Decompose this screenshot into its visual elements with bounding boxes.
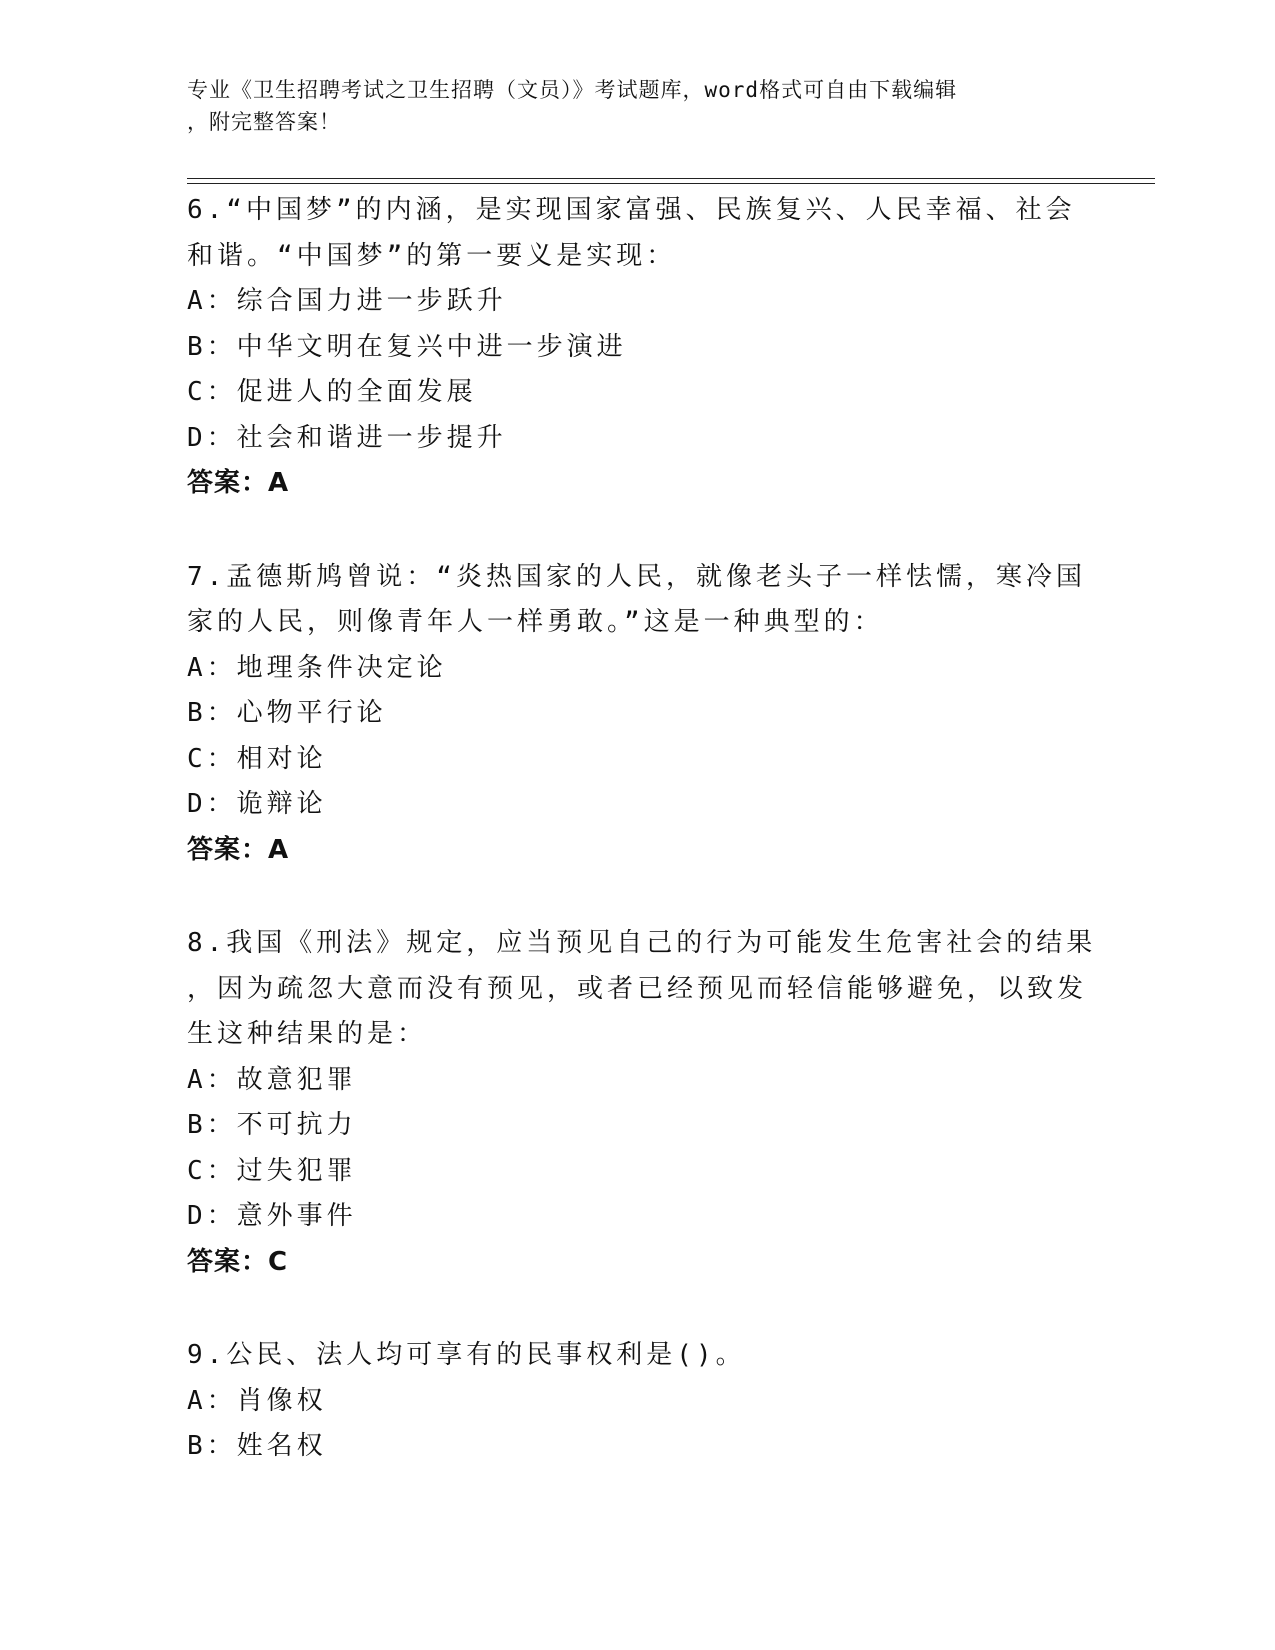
option-d: D：意外事件 [187,1201,357,1231]
question-8 [187,921,1097,1285]
header-line-2: ，附完整答案！ [187,110,341,134]
question-list [187,188,1097,1518]
question-stem-line: 家的人民，则像青年人一样勇敢。”这是一种典型的： [187,607,884,637]
option-a: A：地理条件决定论 [187,652,447,683]
question-9 [187,1333,1087,1470]
answer-label: 答案：A [187,834,290,865]
question-stem-line: 生这种结果的是： [187,1019,428,1049]
question-stem-line: 9.公民、法人均可享有的民事权利是()。 [187,1340,746,1370]
option-b: B：不可抗力 [187,1110,357,1140]
option-a: A：肖像权 [187,1385,327,1416]
answer-label: 答案：C [187,1246,289,1277]
answer-label: 答案：A [187,468,290,498]
question-stem-line: ，因为疏忽大意而没有预见，或者已经预见而轻信能够避免，以致发 [187,973,1088,1004]
question-stem-line: 6.“中国梦”的内涵，是实现国家富强、民族复兴、人民幸福、社会 [187,195,1076,225]
option-a: A：综合国力进一步跃升 [187,286,507,316]
header-divider-bottom [187,183,1155,184]
document-header [187,74,1067,138]
option-c: C：过失犯罪 [187,1155,357,1186]
option-d: D：社会和谐进一步提升 [187,422,507,453]
question-stem-line: 7.孟德斯鸠曾说：“炎热国家的人民，就像老头子一样怯懦，寒冷国 [187,561,1086,592]
option-b: B：心物平行论 [187,698,387,728]
option-c: C：促进人的全面发展 [187,377,477,407]
option-d: D：诡辩论 [187,789,327,819]
header-divider-top [187,178,1155,179]
question-stem-line: 和谐。“中国梦”的第一要义是实现： [187,240,677,271]
header-line-1: 专业《卫生招聘考试之卫生招聘（文员）》考试题库，word格式可自由下载编辑 [187,78,958,102]
question-7 [187,555,1087,874]
option-a: A：故意犯罪 [187,1064,357,1095]
option-b: B：姓名权 [187,1431,327,1461]
question-stem-line: 8.我国《刑法》规定，应当预见自己的行为可能发生危害社会的结果 [187,928,1097,958]
option-b: B：中华文明在复兴中进一步演进 [187,331,627,362]
question-6 [187,188,1087,507]
option-c: C：相对论 [187,743,327,774]
